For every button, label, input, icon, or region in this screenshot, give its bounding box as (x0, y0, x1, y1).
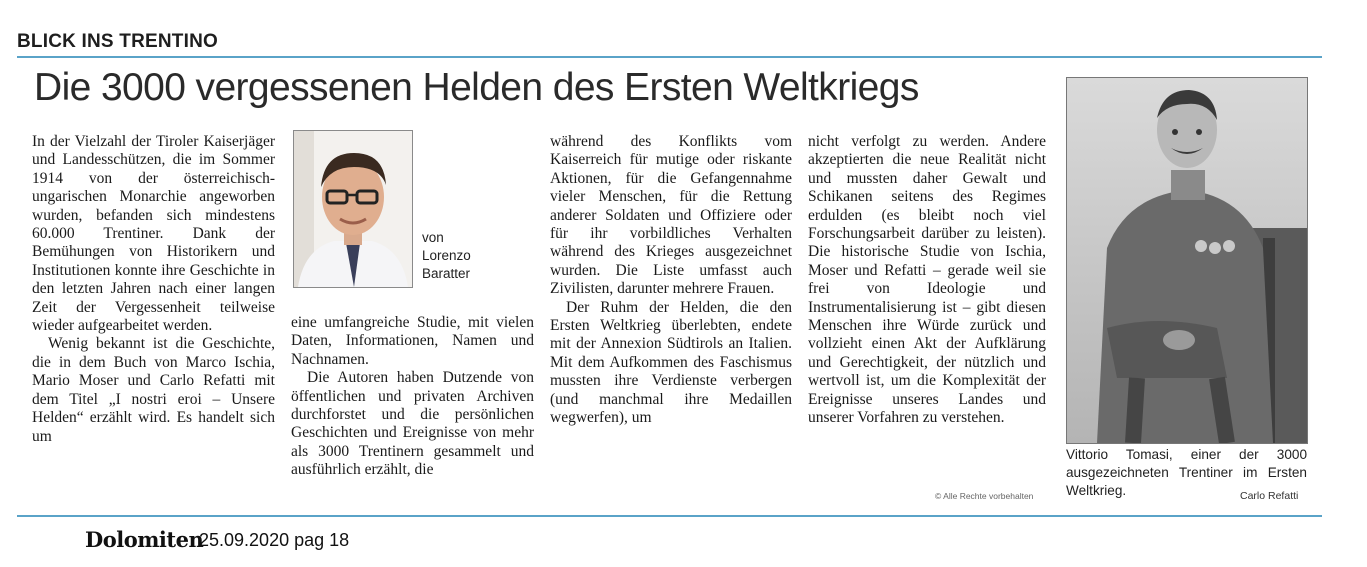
newspaper-logo: Dolomiten (85, 527, 204, 552)
article-column-4 (808, 133, 1046, 428)
copyright-notice: © Alle Rechte vorbehalten (935, 491, 1034, 501)
article-column-3 (550, 133, 792, 428)
article-column-1 (32, 133, 275, 446)
paragraph: eine umfangreiche Studie, mit vielen Daten, Informationen, Namen und Nachnamen. (291, 314, 534, 368)
author-last-name: Baratter (422, 266, 471, 281)
paragraph: In der Vielzahl der Tiroler Kaiserjäger und Landesschützen, die im Sommer 1914 von der österreichisch-ungarischen Monarchie angeworben wurden, befanden sich mindestens 60.000 Trentiner. Dank der Bemühungen von Historikern und Institutionen konnte ihre Geschichte in den letzten Jahren nach einer langen Zeit der Vergessenheit teilweise wieder aufgearbeitet werden. (32, 133, 275, 335)
article-headline: Die 3000 vergessenen Helden des Ersten Weltkriegs (34, 66, 919, 109)
section-label: BLICK INS TRENTINO (17, 31, 218, 52)
paragraph: Die Autoren haben Dutzende von öffentlichen und privaten Archiven durchforstet und die persönlichen Geschichten und Ereignisse von mehr als 3000 Trentinern gesammelt und ausführlich erzählt, die (291, 369, 534, 479)
author-byline (422, 229, 471, 283)
article-column-2 (291, 314, 534, 480)
byline-prefix: von (422, 230, 444, 245)
historical-soldier-photo (1066, 77, 1308, 444)
photo-credit: Carlo Refatti (1240, 490, 1299, 502)
top-divider (17, 56, 1322, 58)
publication-date-page: 25.09.2020 pag 18 (199, 530, 350, 550)
paragraph: während des Konflikts vom Kaiserreich für mutige oder riskante Aktionen, für die Gefangennahme vieler Menschen, für die Rettung anderer Soldaten und Offiziere oder für ihr vorbildliches Verhalten während des Krieges ausgezeichnet wurden. Die Liste umfasst auch Zivilisten, darunter mehrere Frauen. (550, 133, 792, 298)
paragraph: Der Ruhm der Helden, die den Ersten Weltkrieg überlebten, endete mit der Annexion Südtirols an Italien. Mit dem Aufkommen des Faschismus mussten ihre Verdienste verbergen (und manchmal ihre Medaillen wegwerfen), um (550, 298, 792, 427)
author-first-name: Lorenzo (422, 248, 471, 263)
bottom-divider (17, 515, 1322, 517)
author-photo (293, 130, 413, 288)
photo-caption: Vittorio Tomasi, einer der 3000 ausgezeichneten Trentiner im Ersten Weltkrieg. (1066, 447, 1307, 498)
paragraph: nicht verfolgt zu werden. Andere akzeptierten die neue Realität nicht und mussten daher Gewalt und Schikanen seitens des Regimes erdulden (es bleibt noch viel Forschungsarbeit darüber zu leisten). Die historische Studie von Ischia, Moser und Refatti – gerade weil sie frei von Ideologie und Instrumentalisierung ist – gibt diesen Menschen ihre Würde zurück und vollzieht einen Akt der Aufklärung und Gerechtigkeit, der nützlich und wertvoll ist, um die Komplexität der Ereignisse unseres Landes und unserer Vorfahren zu verstehen. (808, 133, 1046, 427)
paragraph: Wenig bekannt ist die Geschichte, die in dem Buch von Marco Ischia, Mario Moser und Carlo Refatti mit dem Titel „I nostri eroi – Unsere Helden“ erzählt wird. Es handelt sich um (32, 335, 275, 445)
